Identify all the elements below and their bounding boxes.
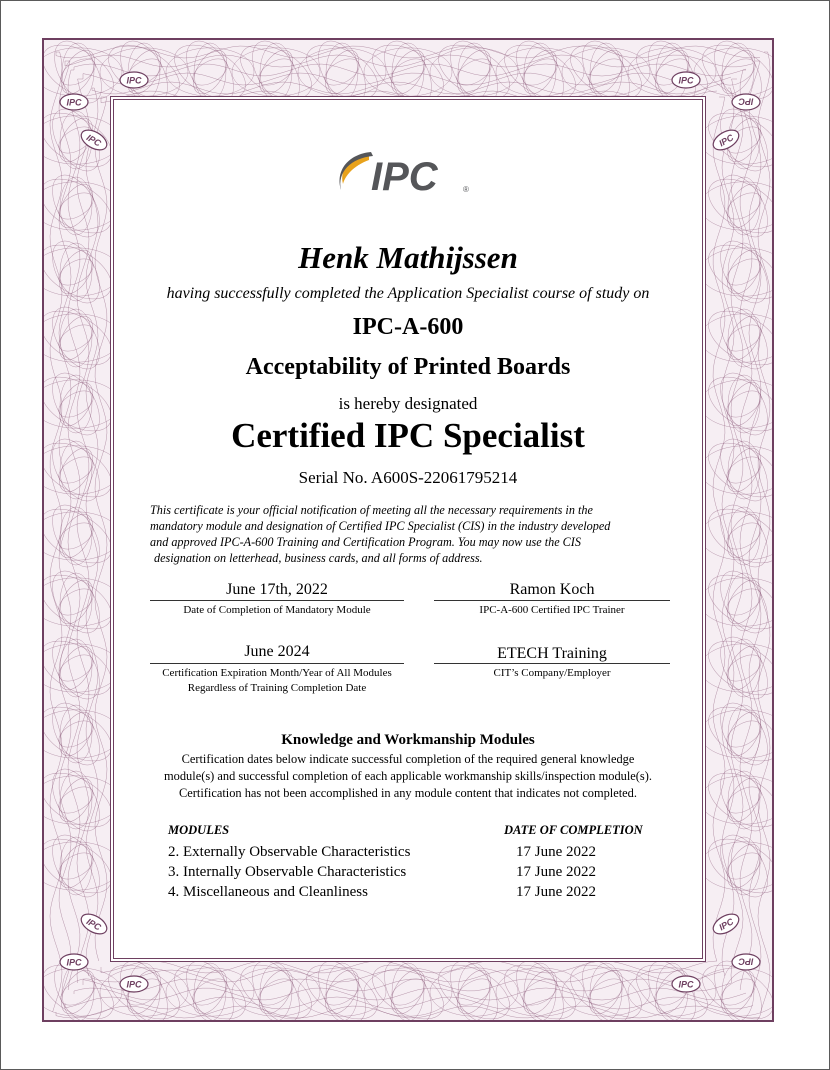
ipc-seal-icon bbox=[710, 126, 742, 154]
ipc-logo-icon bbox=[333, 146, 483, 206]
knowledge-line: Certification has not been accomplished in any module content that indicates not completed. bbox=[179, 786, 637, 800]
svg-text:IPC: IPC bbox=[84, 916, 103, 933]
standard-title: Acceptability of Printed Boards bbox=[245, 354, 571, 380]
svg-text:IPC: IPC bbox=[126, 75, 142, 86]
ipc-seal-icon bbox=[78, 126, 110, 154]
ipc-seal-icon bbox=[732, 954, 760, 970]
module-row bbox=[110, 884, 706, 904]
expiration-field bbox=[150, 641, 404, 696]
svg-text:IPC: IPC bbox=[371, 155, 438, 199]
ipc-seal-icon bbox=[78, 910, 110, 938]
knowledge-modules-title: Knowledge and Workmanship Modules bbox=[281, 732, 535, 748]
notice-line: This certificate is your official notification of meeting all the necessary requirements in the bbox=[150, 503, 593, 517]
knowledge-line: module(s) and successful completion of each applicable workmanship skills/inspection module(s). bbox=[164, 769, 652, 783]
company-caption: CIT’s Company/Employer bbox=[493, 667, 611, 679]
module-date: 17 June 2022 bbox=[516, 864, 596, 880]
ipc-seal-icon bbox=[710, 910, 742, 938]
ipc-logo bbox=[110, 146, 706, 206]
svg-text:IPC: IPC bbox=[738, 956, 754, 967]
expiration-caption-line2: Regardless of Training Completion Date bbox=[187, 682, 367, 694]
module-name: 3. Internally Observable Characteristics bbox=[168, 864, 407, 880]
company-value: ETECH Training bbox=[434, 641, 670, 664]
svg-text:IPC: IPC bbox=[717, 916, 736, 933]
notice-line: designation on letterhead, business cards, and all forms of address. bbox=[154, 551, 483, 565]
ipc-seal-icon bbox=[120, 976, 148, 992]
ipc-seal-icon bbox=[732, 94, 760, 110]
completion-date-value: June 17th, 2022 bbox=[150, 580, 404, 601]
notice-line: mandatory module and designation of Certified IPC Specialist (CIS) in the industry developed bbox=[150, 519, 611, 533]
certificate-notice bbox=[150, 502, 670, 566]
company-field bbox=[434, 641, 670, 681]
svg-text:IPC: IPC bbox=[717, 132, 736, 149]
expiration-caption-line1: Certification Expiration Month/Year of All Modules bbox=[162, 667, 392, 679]
module-name: 2. Externally Observable Characteristics bbox=[168, 844, 411, 860]
knowledge-line: Certification dates below indicate successful completion of the required general knowledge bbox=[181, 752, 635, 766]
completion-date-caption: Date of Completion of Mandatory Module bbox=[183, 604, 371, 616]
standard-code: IPC-A-600 bbox=[352, 314, 464, 340]
svg-text:IPC: IPC bbox=[126, 979, 142, 990]
ipc-seal-icon bbox=[60, 954, 88, 970]
ipc-seal-icon bbox=[60, 94, 88, 110]
serial-number: Serial No. A600S-22061795214 bbox=[298, 468, 518, 487]
module-name: 4. Miscellaneous and Cleanliness bbox=[168, 884, 368, 900]
expiration-value: June 2024 bbox=[150, 641, 404, 664]
certificate-content bbox=[110, 96, 706, 962]
ipc-seal-icon bbox=[672, 72, 700, 88]
modules-column-header: MODULES bbox=[168, 823, 230, 837]
completion-date-field bbox=[150, 580, 404, 618]
svg-text:IPC: IPC bbox=[678, 979, 694, 990]
svg-text:IPC: IPC bbox=[678, 75, 694, 86]
module-date: 17 June 2022 bbox=[516, 844, 596, 860]
certificate-holder-name: Henk Mathijssen bbox=[298, 240, 518, 275]
ipc-seal-icon bbox=[120, 72, 148, 88]
designation-line: is hereby designated bbox=[338, 394, 478, 413]
trainer-caption: IPC-A-600 Certified IPC Trainer bbox=[479, 604, 625, 616]
svg-text:IPC: IPC bbox=[84, 132, 103, 149]
svg-text:IPC: IPC bbox=[738, 96, 754, 107]
module-date: 17 June 2022 bbox=[516, 884, 596, 900]
module-row bbox=[110, 864, 706, 884]
ipc-seal-icon bbox=[672, 976, 700, 992]
date-column-header: DATE OF COMPLETION bbox=[504, 823, 643, 837]
svg-text:®: ® bbox=[463, 185, 469, 194]
svg-text:IPC: IPC bbox=[66, 97, 82, 108]
course-completion-line: having successfully completed the Application Specialist course of study on bbox=[166, 285, 650, 302]
certification-title: Certified IPC Specialist bbox=[231, 416, 585, 455]
svg-text:IPC: IPC bbox=[66, 957, 82, 968]
knowledge-modules-text bbox=[140, 751, 676, 802]
notice-line: and approved IPC-A-600 Training and Certification Program. You may now use the CIS bbox=[150, 535, 581, 549]
trainer-name-value: Ramon Koch bbox=[434, 580, 670, 601]
trainer-field bbox=[434, 580, 670, 618]
module-row bbox=[110, 844, 706, 864]
